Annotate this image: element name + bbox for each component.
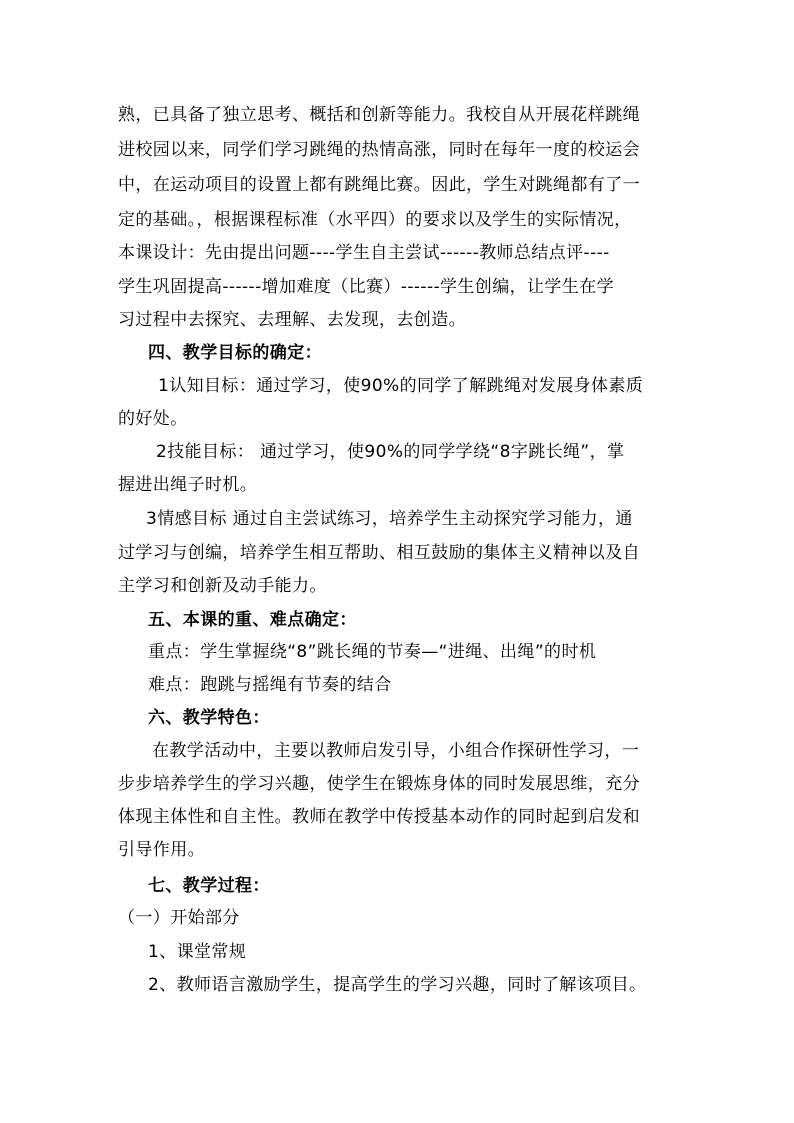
paragraph-line: 引导作用。 [118,840,205,860]
list-item: 2、教师语言激励学生，提高学生的学习兴趣，同时了解该项目。 [148,975,647,995]
paragraph-line: 的好处。 [118,409,188,429]
paragraph-line: 握进出绳子时机。 [118,475,258,495]
list-item: 1、课堂常规 [148,942,247,962]
paragraph-line: 习过程中去探究、去理解、去发现，去创造。 [118,310,466,330]
paragraph-line: 熟，已具备了独立思考、概括和创新等能力。我校自从开展花样跳绳 [118,105,640,125]
paragraph-line: 体现主体性和自主性。教师在教学中传授基本动作的同时起到启发和 [118,807,640,827]
paragraph-line: 本课设计：先由提出问题----学生自主尝试------教师总结点评---- [118,243,610,263]
section-heading: 六、教学特色： [148,708,270,728]
paragraph-line: 步步培养学生的学习兴趣，使学生在锻炼身体的同时发展思维，充分 [118,774,640,794]
paragraph-line: 2技能目标： 通过学习，使90%的同学学绕“8字跳长绳”，掌 [156,442,625,462]
paragraph-line: 主学习和创新及动手能力。 [118,576,327,596]
paragraph-line: 定的基础。，根据课程标准（水平四）的要求以及学生的实际情况， [118,210,632,230]
section-heading: 五、本课的重、难点确定： [148,610,357,630]
paragraph-line: 3情感目标 通过自主尝试练习，培养学生主动探究学习能力，通 [146,509,633,529]
paragraph-line: 难点：跑跳与摇绳有节奏的结合 [148,675,392,695]
paragraph-line: 过学习与创编，培养学生相互帮助、相互鼓励的集体主义精神以及自 [118,543,640,563]
paragraph-line: 在教学活动中，主要以教师启发引导，小组合作探研性学习，一 [152,741,640,761]
paragraph-line: 1认知目标：通过学习，使90%的同学了解跳绳对发展身体素质 [158,376,644,396]
paragraph-line: 进校园以来，同学们学习跳绳的热情高涨，同时在每年一度的校运会 [118,140,640,160]
section-heading: 四、教学目标的确定： [148,343,322,363]
paragraph-line: 中，在运动项目的设置上都有跳绳比赛。因此，学生对跳绳都有了一 [118,175,640,195]
subsection-heading: （一）开始部分 [118,908,240,928]
paragraph-line: 重点：学生掌握绕“8”跳长绳的节奏—“进绳、出绳”的时机 [148,642,597,662]
paragraph-line: 学生巩固提高------增加难度（比赛）------学生创编，让学生在学 [118,277,615,297]
section-heading: 七、教学过程： [148,876,270,896]
